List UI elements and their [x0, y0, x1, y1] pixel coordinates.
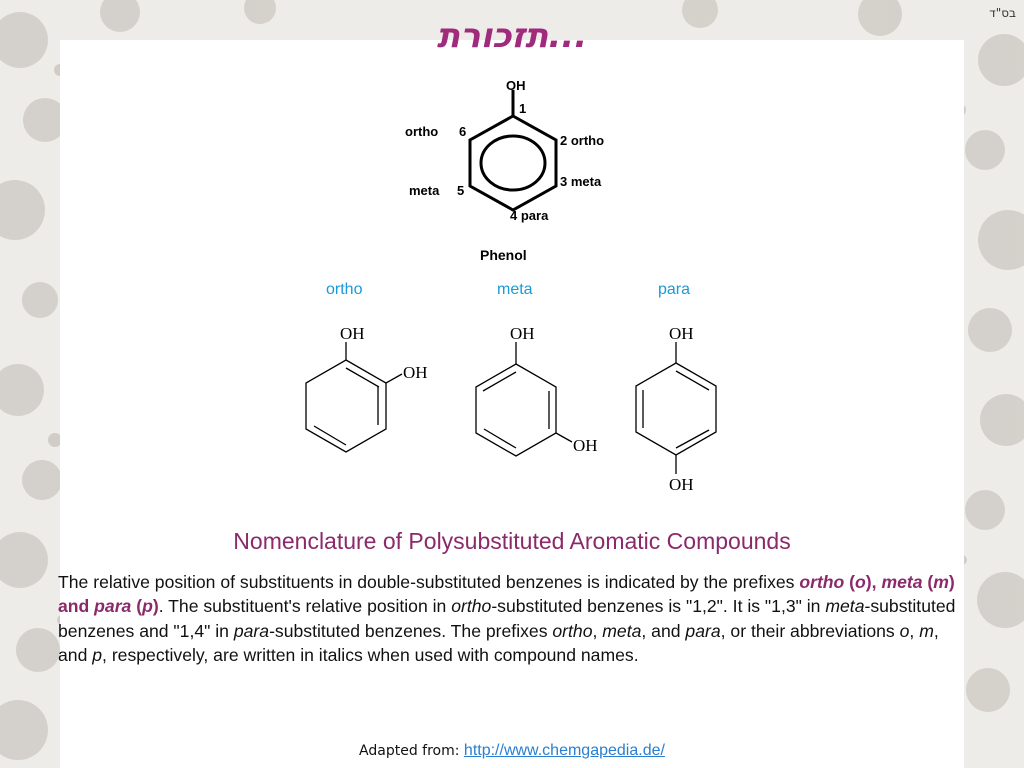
para-text: -substituted benzenes is "1,2". It is "1,3" in: [491, 596, 826, 617]
para-text: ): [152, 596, 159, 617]
phenol-pos5-word: meta: [409, 183, 440, 198]
italic-o: o: [899, 620, 910, 641]
para-text: ,: [592, 620, 603, 641]
meta-oh-top: OH: [510, 324, 535, 343]
section-heading: Nomenclature of Polysubstituted Aromatic Compounds: [233, 528, 791, 554]
para-text: -substituted benzenes. The prefixes: [269, 620, 553, 641]
para-oh-bottom: OH: [669, 475, 694, 494]
slide-title: תזכורת...: [436, 16, 588, 56]
meta-label: meta: [497, 281, 533, 298]
top-mark: בס"ד: [989, 6, 1016, 20]
para-oh-top: OH: [669, 324, 694, 343]
italic-ortho: ortho: [552, 620, 593, 641]
para-text: (: [131, 596, 143, 617]
italic-para: para: [685, 620, 721, 641]
phenol-pos6-word: ortho: [405, 124, 439, 139]
italic-p: p: [92, 645, 103, 666]
explanation-paragraph: [58, 570, 968, 668]
ortho-structure: [306, 342, 402, 452]
source-credit: [0, 742, 1024, 760]
prefix-para: para: [94, 596, 132, 617]
italic-ortho: ortho: [451, 596, 492, 617]
para-text: , and: [641, 620, 686, 641]
para-text: ) and: [58, 572, 955, 617]
phenol-oh-label: OH: [506, 78, 526, 93]
ortho-label: ortho: [326, 281, 363, 298]
phenol-pos2: 2 ortho: [560, 133, 605, 148]
italic-meta: meta: [602, 620, 642, 641]
para-text: . The substituent's relative position in: [158, 596, 452, 617]
para-text: , or their abbreviations: [720, 620, 900, 641]
source-link[interactable]: http://www.chemgapedia.de/: [463, 742, 665, 759]
prefix-p: p: [142, 596, 153, 617]
prefix-meta: meta: [881, 572, 923, 592]
phenol-ring: [470, 116, 556, 210]
phenol-pos4: 4 para: [510, 208, 549, 223]
ortho-oh-top: OH: [340, 324, 365, 343]
phenol-caption: Phenol: [480, 247, 527, 263]
para-structure: [636, 342, 716, 474]
prefix-ortho: ortho: [799, 572, 845, 592]
para-text: (: [844, 572, 856, 592]
italic-meta: meta: [825, 596, 865, 617]
italic-m: m: [919, 620, 934, 641]
para-text: , respectively, are written in italics when used with compound names.: [102, 645, 639, 666]
phenol-pos1: 1: [519, 101, 527, 116]
phenol-aromatic-circle: [481, 136, 545, 190]
meta-structure: [476, 342, 572, 456]
para-text: The relative position of substituents in double-substituted benzenes is indicated by the prefixes: [58, 572, 800, 592]
phenol-pos3: 3 meta: [560, 174, 602, 189]
prefix-o: o: [855, 572, 866, 592]
italic-para: para: [233, 620, 270, 641]
ortho-oh-second: OH: [403, 363, 428, 382]
para-text: ,: [909, 620, 920, 641]
para-label: para: [658, 281, 691, 298]
phenol-pos5-num: 5: [457, 183, 465, 198]
para-text: ),: [865, 572, 882, 592]
prefix-m: m: [933, 572, 949, 592]
para-text: -substituted benzenes and "1,4" in: [58, 596, 956, 641]
meta-oh-second: OH: [573, 436, 598, 455]
para-text: , and: [58, 620, 939, 666]
phenol-pos6-num: 6: [459, 124, 467, 139]
source-prefix: Adapted from:: [359, 743, 464, 759]
para-text: (: [922, 572, 934, 592]
phenol-structure: [470, 90, 556, 210]
